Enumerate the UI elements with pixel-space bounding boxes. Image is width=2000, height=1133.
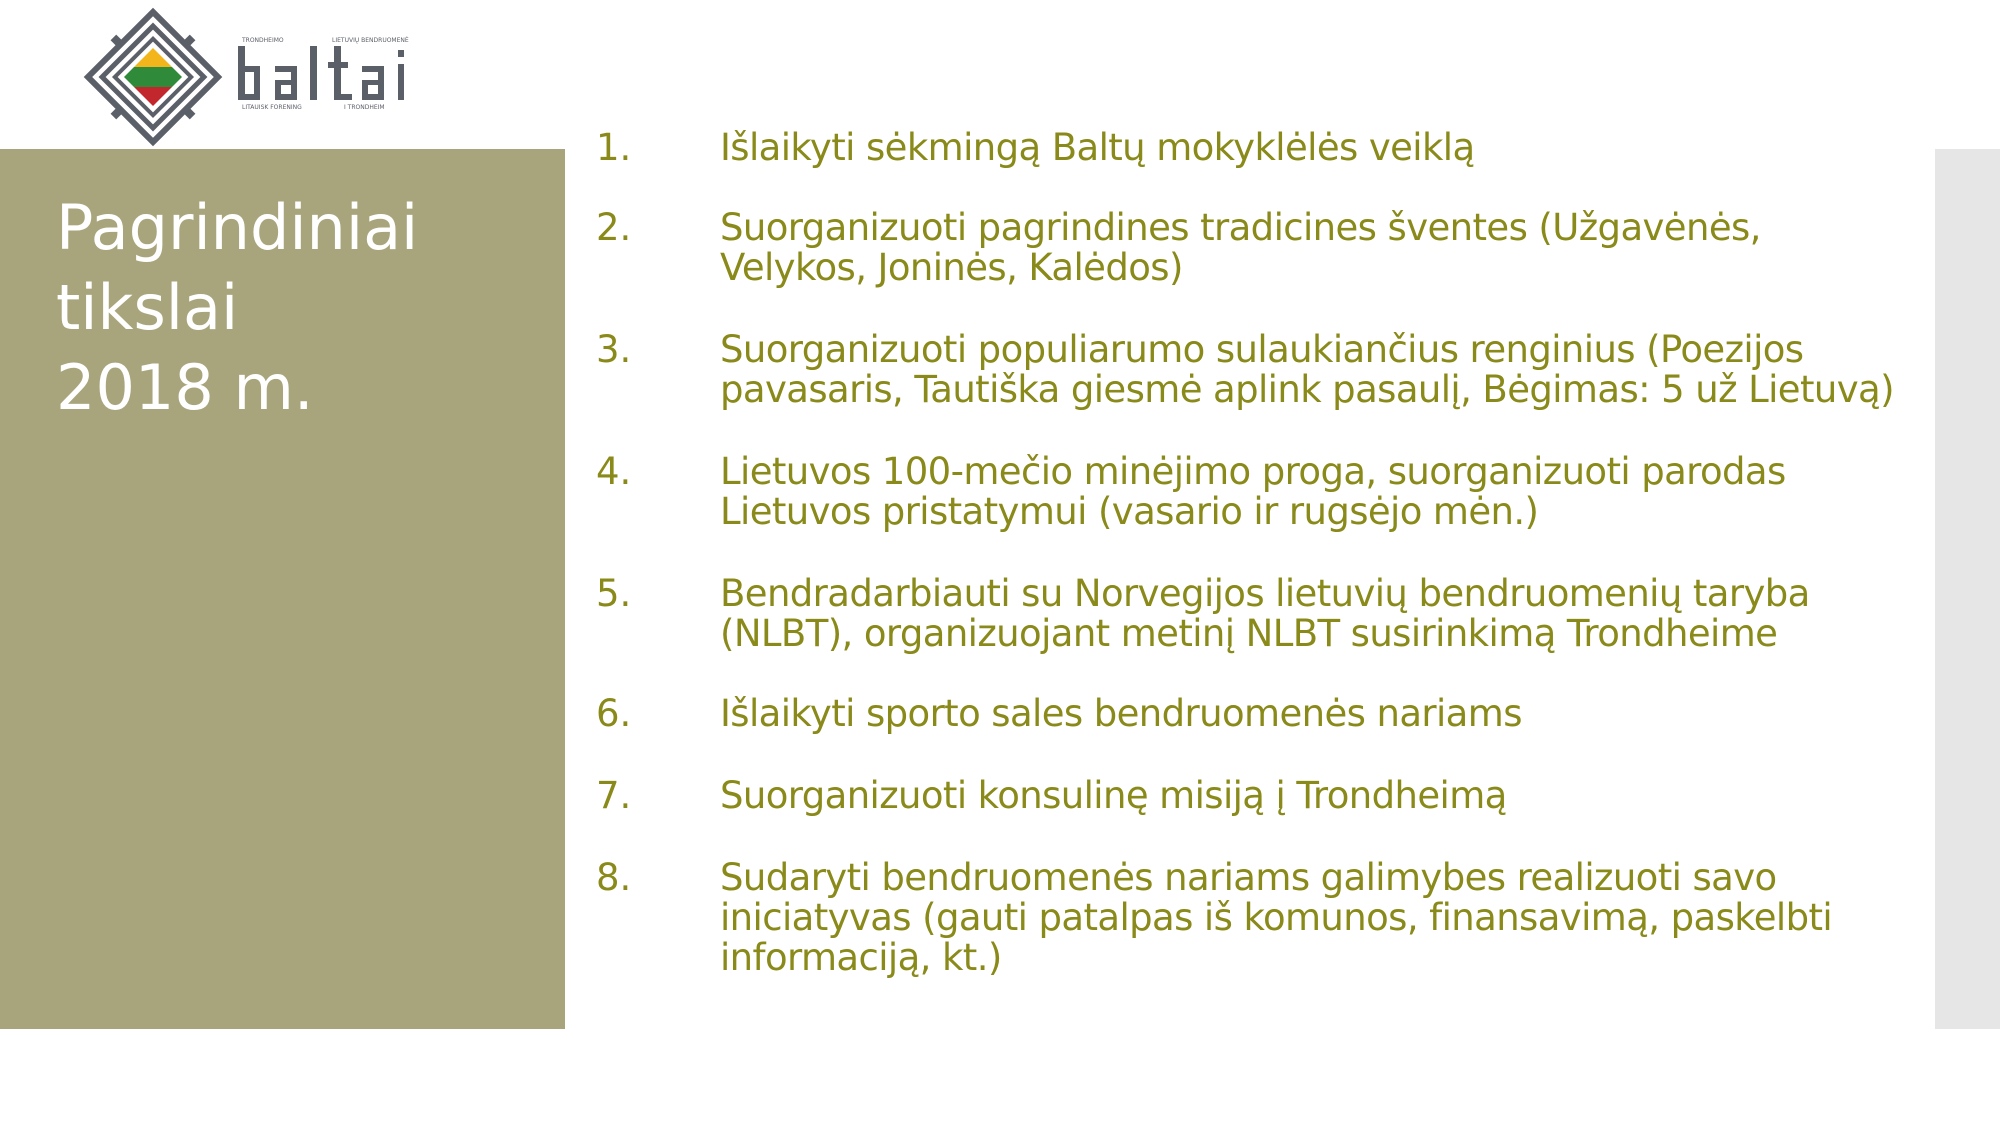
logo-bottom-left-text: LITAUISK FORENING (242, 104, 302, 111)
goal-line: Velykos, Joninės, Kalėdos) (720, 246, 1183, 289)
slide-title (56, 188, 536, 428)
goal-text (720, 694, 1940, 734)
goal-number: 4. (596, 450, 632, 493)
goal-line: Suorganizuoti konsulinę misiją į Trondheimą (720, 774, 1507, 817)
lithuanian-flag-icon (122, 46, 184, 108)
goal-number: 8. (596, 856, 632, 899)
goal-line: informaciją, kt.) (720, 936, 1002, 979)
logo-top-right-text: LIETUVIŲ BENDRUOMENĖ (332, 37, 409, 44)
goal-number: 6. (596, 692, 632, 735)
logo-wordmark-icon (238, 46, 404, 100)
slide-title-line-1: Pagrindiniai (56, 191, 419, 264)
goal-line: Išlaikyti sėkmingą Baltų mokyklėlės veiklą (720, 126, 1475, 169)
goal-line: Išlaikyti sporto sales bendruomenės nariams (720, 692, 1522, 735)
goal-line: pavasaris, Tautiška giesmė aplink pasaulį, Bėgimas: 5 už Lietuvą) (720, 368, 1894, 411)
goal-line: iniciatyvas (gauti patalpas iš komunos, finansavimą, paskelbti (720, 896, 1833, 939)
baltai-logo (82, 6, 442, 148)
goal-text (720, 330, 1940, 410)
slide-title-line-2: tikslai (56, 271, 239, 344)
goal-number: 3. (596, 328, 632, 371)
goal-line: (NLBT), organizuojant metinį NLBT susirinkimą Trondheime (720, 612, 1778, 655)
right-decorative-strip (1935, 149, 2000, 1029)
goal-text (720, 208, 1940, 288)
goal-line: Bendradarbiauti su Norvegijos lietuvių bendruomenių taryba (720, 572, 1810, 615)
logo-bottom-right-text: I TRONDHEIM (344, 104, 385, 111)
logo-top-left-text: TRONDHEIMO (242, 37, 284, 44)
goal-line: Lietuvos pristatymui (vasario ir rugsėjo mėn.) (720, 490, 1539, 533)
goal-number: 7. (596, 774, 632, 817)
goal-text (720, 776, 1940, 816)
goal-line: Lietuvos 100-mečio minėjimo proga, suorganizuoti parodas (720, 450, 1786, 493)
baltai-logo-graphic (82, 6, 442, 148)
slide-title-line-3: 2018 m. (56, 351, 314, 424)
goal-text (720, 452, 1940, 532)
goal-line: Sudaryti bendruomenės nariams galimybes realizuoti savo (720, 856, 1777, 899)
goal-line: Suorganizuoti pagrindines tradicines šventes (Užgavėnės, (720, 206, 1761, 249)
goal-line: Suorganizuoti populiarumo sulaukiančius renginius (Poezijos (720, 328, 1804, 371)
goal-text (720, 858, 1940, 978)
goal-text (720, 128, 1940, 168)
goal-number: 1. (596, 126, 632, 169)
goal-number: 2. (596, 206, 632, 249)
goal-number: 5. (596, 572, 632, 615)
goal-text (720, 574, 1940, 654)
